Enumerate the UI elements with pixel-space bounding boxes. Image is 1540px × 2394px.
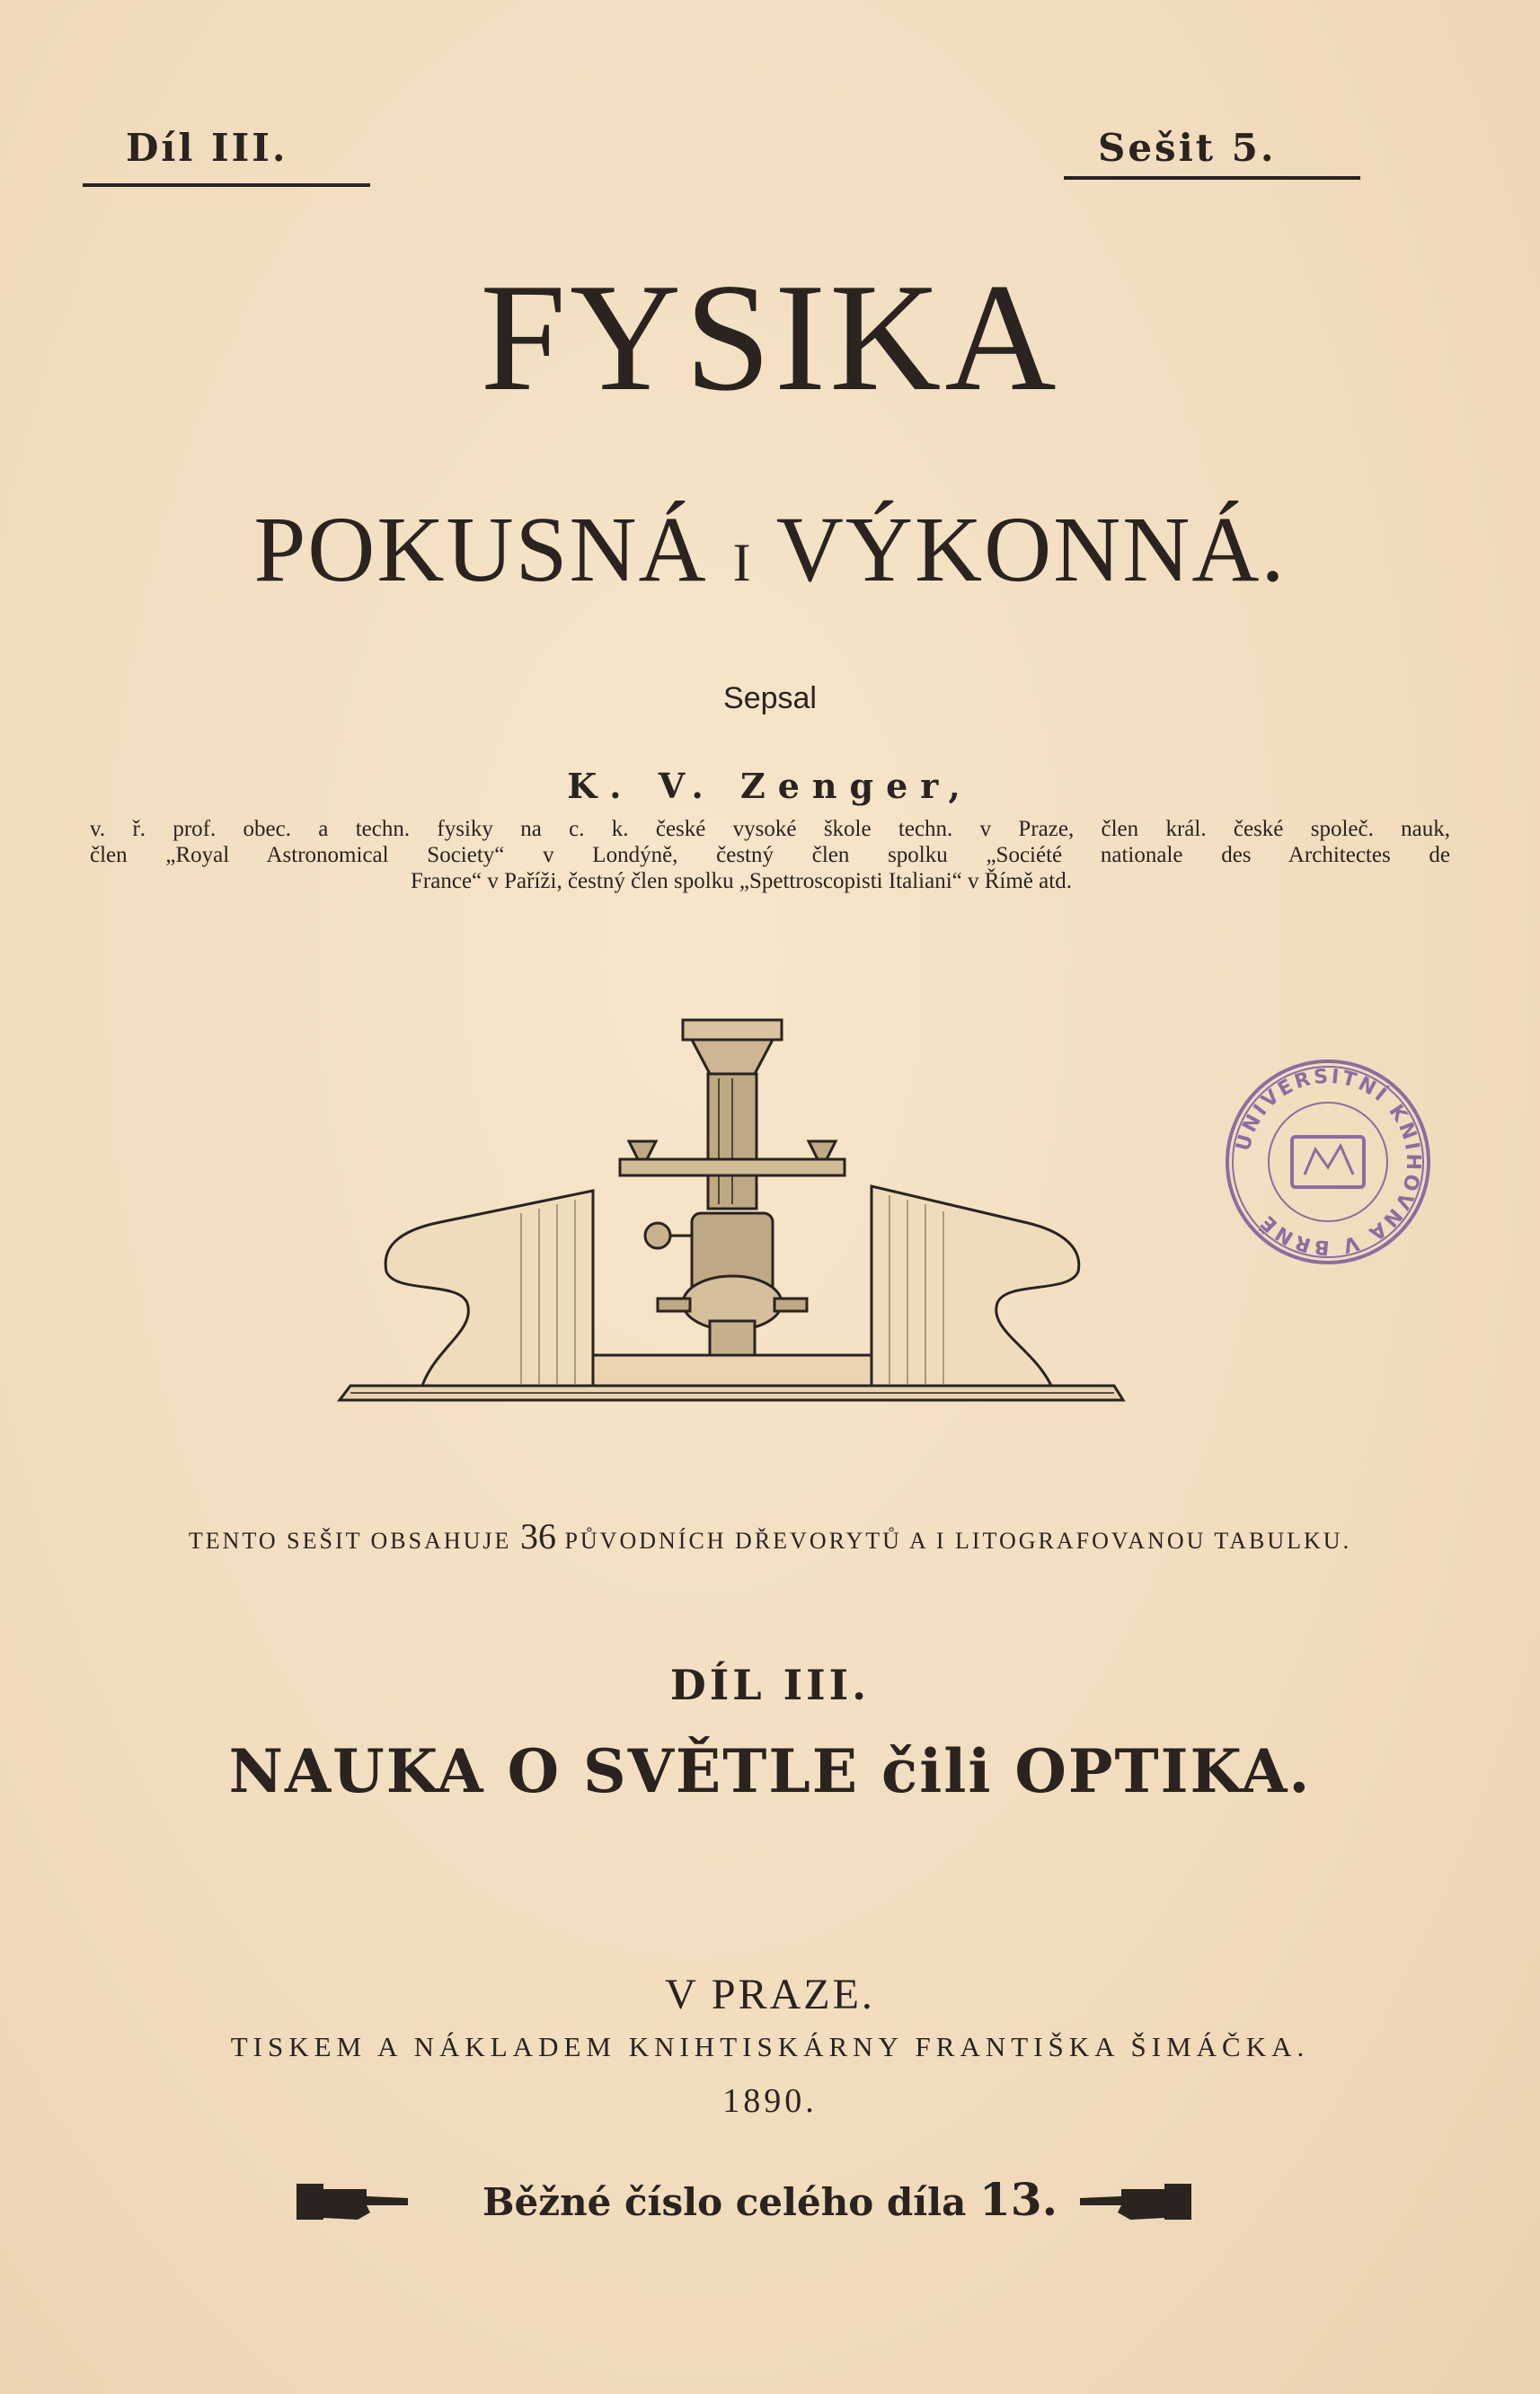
issue-label: Sešit 5. xyxy=(1098,126,1277,170)
book-title: FYSIKA xyxy=(480,253,1060,423)
contents-note-post: PŮVODNÍCH DŘEVORYTŮ A I LITOGRAFOVANOU TABULKU. xyxy=(564,1528,1352,1554)
library-stamp xyxy=(1222,1056,1434,1268)
credentials-line: France“ v Paříži, čestný člen spolku „Spettroscopisti Italiani“ v Římě atd. xyxy=(411,869,1072,893)
header-rule-left xyxy=(83,183,370,187)
credentials-line: člen „Royal Astronomical Society“ v Londýně, čestný člen spolku „Société nationale des Architectes de xyxy=(90,843,1450,867)
contents-count: 36 xyxy=(519,1516,556,1556)
author-name: K. V. Zenger, xyxy=(567,766,973,806)
subtitle-first-word: POKUSNÁ xyxy=(253,498,708,601)
optical-apparatus-engraving xyxy=(332,1006,1141,1420)
compiled-by-label: Sepsal xyxy=(723,681,817,715)
header-rule-right xyxy=(1064,176,1360,180)
credentials-line: v. ř. prof. obec. a techn. fysiky na c. k. české vysoké škole techn. v Praze, člen král. české společ. nauk, xyxy=(90,817,1450,841)
pointing-hand-left-icon xyxy=(1075,2177,1193,2227)
subject-heading: NAUKA O SVĚTLE čili OPTIKA. xyxy=(228,1736,1312,1806)
part-heading: DÍL III. xyxy=(669,1661,871,1709)
book-subtitle xyxy=(0,498,1540,601)
imprint-place: V PRAZE. xyxy=(665,1971,875,2018)
serial-label: Běžné číslo celého díla xyxy=(482,2180,967,2224)
subtitle-second-word: VÝKONNÁ. xyxy=(775,498,1287,601)
svg-text:UNIVERSITNÍ KNIHOVNA V BRNĚ xyxy=(1233,1066,1425,1259)
stamp-text: UNIVERSITNÍ KNIHOVNA V BRNĚ xyxy=(1232,1065,1425,1259)
serial-number: 13. xyxy=(978,2173,1058,2226)
imprint-year: 1890. xyxy=(722,2082,818,2120)
subtitle-conjunction: I xyxy=(732,533,753,592)
imprint-publisher: TISKEM A NÁKLADEM KNIHTISKÁRNY FRANTIŠKA ŠIMÁČKA. xyxy=(230,2031,1310,2062)
contents-note-pre: TENTO SEŠIT OBSAHUJE xyxy=(188,1528,512,1554)
volume-label: Díl III. xyxy=(126,126,288,170)
contents-note xyxy=(0,1515,1540,1557)
serial-line xyxy=(0,2173,1540,2226)
